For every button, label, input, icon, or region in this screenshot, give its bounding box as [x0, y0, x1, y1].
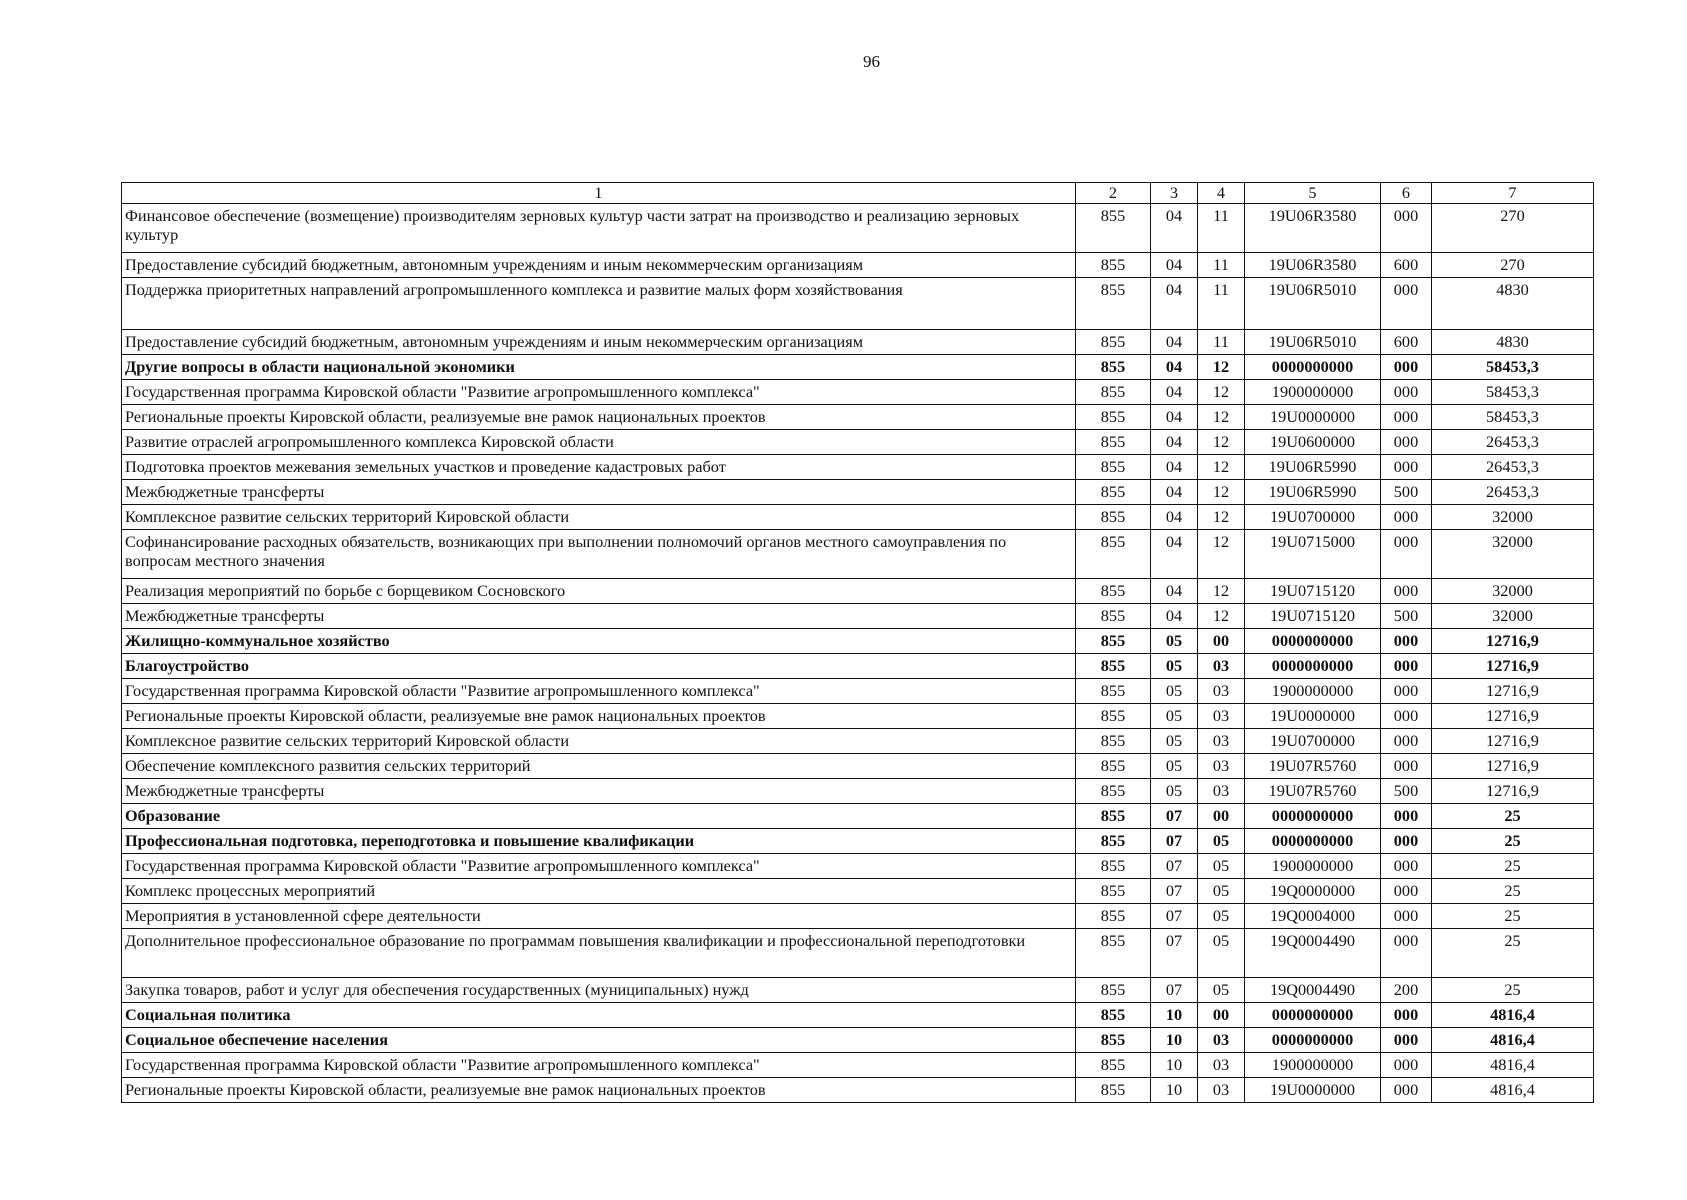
- table-row: [122, 354, 1594, 379]
- cell-expense-type: 000: [1381, 1027, 1432, 1052]
- cell-expense-type: 000: [1381, 1052, 1432, 1077]
- cell-subsection: 05: [1198, 928, 1245, 977]
- cell-section: 07: [1151, 928, 1198, 977]
- cell-section: 07: [1151, 828, 1198, 853]
- cell-subsection: 00: [1198, 803, 1245, 828]
- page-number: 96: [863, 52, 880, 71]
- cell-name: Предоставление субсидий бюджетным, автономным учреждениям и иным некоммерческим организациям: [122, 329, 1076, 354]
- cell-name: Закупка товаров, работ и услуг для обеспечения государственных (муниципальных) нужд: [122, 977, 1076, 1002]
- table-row: [122, 479, 1594, 504]
- cell-target-code: 19Q0000000: [1245, 878, 1381, 903]
- cell-section: 05: [1151, 628, 1198, 653]
- cell-target-code: 19U0715120: [1245, 578, 1381, 603]
- cell-subsection: 12: [1198, 529, 1245, 578]
- table-row: [122, 252, 1594, 277]
- cell-grbs: 855: [1076, 454, 1151, 479]
- cell-grbs: 855: [1076, 1027, 1151, 1052]
- cell-grbs: 855: [1076, 379, 1151, 404]
- cell-target-code: 19U06R5010: [1245, 277, 1381, 329]
- cell-section: 04: [1151, 578, 1198, 603]
- cell-section: 07: [1151, 803, 1198, 828]
- table-row: [122, 803, 1594, 828]
- column-header: 7: [1432, 183, 1594, 204]
- cell-target-code: 19U0000000: [1245, 404, 1381, 429]
- cell-target-code: 19U07R5760: [1245, 753, 1381, 778]
- cell-grbs: 855: [1076, 603, 1151, 628]
- cell-amount: 270: [1432, 252, 1594, 277]
- cell-section: 05: [1151, 678, 1198, 703]
- cell-subsection: 03: [1198, 778, 1245, 803]
- cell-name: Государственная программа Кировской области "Развитие агропромышленного комплекса": [122, 678, 1076, 703]
- cell-name: Государственная программа Кировской области "Развитие агропромышленного комплекса": [122, 853, 1076, 878]
- cell-amount: 25: [1432, 977, 1594, 1002]
- table-row: [122, 903, 1594, 928]
- cell-subsection: 12: [1198, 429, 1245, 454]
- cell-subsection: 00: [1198, 1002, 1245, 1027]
- cell-expense-type: 000: [1381, 853, 1432, 878]
- cell-subsection: 05: [1198, 977, 1245, 1002]
- cell-expense-type: 000: [1381, 703, 1432, 728]
- cell-subsection: 12: [1198, 504, 1245, 529]
- table-body: [122, 203, 1594, 1102]
- cell-section: 04: [1151, 277, 1198, 329]
- cell-section: 04: [1151, 454, 1198, 479]
- cell-grbs: 855: [1076, 504, 1151, 529]
- cell-target-code: 19U07R5760: [1245, 778, 1381, 803]
- cell-subsection: 12: [1198, 603, 1245, 628]
- cell-name: Государственная программа Кировской области "Развитие агропромышленного комплекса": [122, 379, 1076, 404]
- cell-grbs: 855: [1076, 429, 1151, 454]
- table-row: [122, 1027, 1594, 1052]
- cell-subsection: 05: [1198, 878, 1245, 903]
- cell-section: 04: [1151, 504, 1198, 529]
- table-row: [122, 977, 1594, 1002]
- cell-target-code: 0000000000: [1245, 803, 1381, 828]
- table-row: [122, 277, 1594, 329]
- table-row: [122, 454, 1594, 479]
- cell-grbs: 855: [1076, 977, 1151, 1002]
- cell-grbs: 855: [1076, 678, 1151, 703]
- header-row: [122, 183, 1594, 204]
- cell-section: 07: [1151, 977, 1198, 1002]
- cell-target-code: 0000000000: [1245, 828, 1381, 853]
- table-row: [122, 778, 1594, 803]
- cell-section: 10: [1151, 1027, 1198, 1052]
- table-row: [122, 429, 1594, 454]
- cell-target-code: 19U0715000: [1245, 529, 1381, 578]
- table-row: [122, 828, 1594, 853]
- cell-target-code: 19U06R5990: [1245, 479, 1381, 504]
- cell-subsection: 03: [1198, 653, 1245, 678]
- column-header: 1: [122, 183, 1076, 204]
- cell-grbs: 855: [1076, 252, 1151, 277]
- cell-name: Социальная политика: [122, 1002, 1076, 1027]
- cell-expense-type: 000: [1381, 1077, 1432, 1102]
- cell-target-code: 19U0715120: [1245, 603, 1381, 628]
- cell-expense-type: 600: [1381, 329, 1432, 354]
- cell-amount: 26453,3: [1432, 479, 1594, 504]
- cell-grbs: 855: [1076, 878, 1151, 903]
- cell-name: Образование: [122, 803, 1076, 828]
- table-row: [122, 404, 1594, 429]
- cell-name: Профессиональная подготовка, переподготовка и повышение квалификации: [122, 828, 1076, 853]
- cell-subsection: 11: [1198, 203, 1245, 252]
- cell-section: 10: [1151, 1077, 1198, 1102]
- cell-subsection: 03: [1198, 1052, 1245, 1077]
- cell-subsection: 03: [1198, 1077, 1245, 1102]
- cell-name: Региональные проекты Кировской области, реализуемые вне рамок национальных проектов: [122, 1077, 1076, 1102]
- column-header: 4: [1198, 183, 1245, 204]
- cell-amount: 58453,3: [1432, 379, 1594, 404]
- column-header: 6: [1381, 183, 1432, 204]
- table-row: [122, 628, 1594, 653]
- cell-section: 04: [1151, 529, 1198, 578]
- cell-grbs: 855: [1076, 853, 1151, 878]
- cell-expense-type: 000: [1381, 878, 1432, 903]
- cell-expense-type: 000: [1381, 803, 1432, 828]
- cell-amount: 12716,9: [1432, 653, 1594, 678]
- table-row: [122, 753, 1594, 778]
- cell-name: Другие вопросы в области национальной экономики: [122, 354, 1076, 379]
- cell-name: Предоставление субсидий бюджетным, автономным учреждениям и иным некоммерческим организациям: [122, 252, 1076, 277]
- cell-name: Комплексное развитие сельских территорий Кировской области: [122, 504, 1076, 529]
- cell-expense-type: 000: [1381, 529, 1432, 578]
- cell-subsection: 03: [1198, 1027, 1245, 1052]
- cell-target-code: 19Q0004490: [1245, 977, 1381, 1002]
- cell-grbs: 855: [1076, 828, 1151, 853]
- cell-section: 04: [1151, 429, 1198, 454]
- cell-subsection: 11: [1198, 252, 1245, 277]
- cell-target-code: 19U0600000: [1245, 429, 1381, 454]
- cell-grbs: 855: [1076, 1002, 1151, 1027]
- cell-name: Государственная программа Кировской области "Развитие агропромышленного комплекса": [122, 1052, 1076, 1077]
- cell-section: 07: [1151, 853, 1198, 878]
- cell-amount: 32000: [1432, 578, 1594, 603]
- cell-subsection: 03: [1198, 728, 1245, 753]
- cell-grbs: 855: [1076, 903, 1151, 928]
- cell-subsection: 12: [1198, 479, 1245, 504]
- cell-subsection: 03: [1198, 753, 1245, 778]
- cell-amount: 58453,3: [1432, 354, 1594, 379]
- cell-section: 04: [1151, 379, 1198, 404]
- cell-expense-type: 000: [1381, 653, 1432, 678]
- table-row: [122, 529, 1594, 578]
- table-row: [122, 853, 1594, 878]
- cell-name: Реализация мероприятий по борьбе с борщевиком Сосновского: [122, 578, 1076, 603]
- cell-section: 04: [1151, 479, 1198, 504]
- cell-target-code: 19Q0004000: [1245, 903, 1381, 928]
- cell-target-code: 19U0700000: [1245, 728, 1381, 753]
- cell-name: Мероприятия в установленной сфере деятельности: [122, 903, 1076, 928]
- cell-expense-type: 000: [1381, 928, 1432, 977]
- cell-section: 05: [1151, 778, 1198, 803]
- cell-target-code: 1900000000: [1245, 853, 1381, 878]
- cell-name: Межбюджетные трансферты: [122, 778, 1076, 803]
- cell-target-code: 19U06R5990: [1245, 454, 1381, 479]
- cell-expense-type: 000: [1381, 429, 1432, 454]
- table-row: [122, 878, 1594, 903]
- cell-name: Региональные проекты Кировской области, реализуемые вне рамок национальных проектов: [122, 703, 1076, 728]
- cell-target-code: 19U06R3580: [1245, 252, 1381, 277]
- cell-name: Дополнительное профессиональное образование по программам повышения квалификации и профессиональной переподготовки: [122, 928, 1076, 977]
- cell-amount: 4816,4: [1432, 1027, 1594, 1052]
- cell-amount: 12716,9: [1432, 678, 1594, 703]
- cell-section: 10: [1151, 1002, 1198, 1027]
- cell-amount: 25: [1432, 878, 1594, 903]
- budget-table: [121, 182, 1594, 1103]
- cell-grbs: 855: [1076, 803, 1151, 828]
- cell-grbs: 855: [1076, 653, 1151, 678]
- cell-target-code: 19U06R3580: [1245, 203, 1381, 252]
- cell-subsection: 12: [1198, 354, 1245, 379]
- cell-name: Финансовое обеспечение (возмещение) производителям зерновых культур части затрат на производство и реализацию зерновых культур: [122, 203, 1076, 252]
- cell-section: 10: [1151, 1052, 1198, 1077]
- cell-subsection: 12: [1198, 454, 1245, 479]
- cell-amount: 58453,3: [1432, 404, 1594, 429]
- table-row: [122, 653, 1594, 678]
- cell-amount: 32000: [1432, 603, 1594, 628]
- table-row: [122, 329, 1594, 354]
- cell-subsection: 03: [1198, 678, 1245, 703]
- cell-name: Социальное обеспечение населения: [122, 1027, 1076, 1052]
- cell-name: Софинансирование расходных обязательств, возникающих при выполнении полномочий органов местного самоуправления по вопросам местного значения: [122, 529, 1076, 578]
- cell-subsection: 12: [1198, 379, 1245, 404]
- cell-target-code: 0000000000: [1245, 1027, 1381, 1052]
- cell-section: 04: [1151, 252, 1198, 277]
- table-row: [122, 678, 1594, 703]
- cell-expense-type: 200: [1381, 977, 1432, 1002]
- cell-amount: 25: [1432, 853, 1594, 878]
- cell-grbs: 855: [1076, 479, 1151, 504]
- cell-section: 04: [1151, 329, 1198, 354]
- cell-amount: 4830: [1432, 277, 1594, 329]
- cell-subsection: 03: [1198, 703, 1245, 728]
- cell-subsection: 11: [1198, 329, 1245, 354]
- cell-expense-type: 000: [1381, 753, 1432, 778]
- cell-grbs: 855: [1076, 728, 1151, 753]
- cell-amount: 32000: [1432, 529, 1594, 578]
- cell-amount: 12716,9: [1432, 703, 1594, 728]
- cell-name: Межбюджетные трансферты: [122, 603, 1076, 628]
- cell-target-code: 1900000000: [1245, 678, 1381, 703]
- cell-name: Региональные проекты Кировской области, реализуемые вне рамок национальных проектов: [122, 404, 1076, 429]
- cell-name: Обеспечение комплексного развития сельских территорий: [122, 753, 1076, 778]
- cell-expense-type: 500: [1381, 778, 1432, 803]
- table-row: [122, 379, 1594, 404]
- cell-expense-type: 000: [1381, 728, 1432, 753]
- cell-name: Поддержка приоритетных направлений агропромышленного комплекса и развитие малых форм хозяйствования: [122, 277, 1076, 329]
- cell-amount: 25: [1432, 903, 1594, 928]
- cell-name: Комплекс процессных мероприятий: [122, 878, 1076, 903]
- cell-grbs: 855: [1076, 404, 1151, 429]
- cell-amount: 4816,4: [1432, 1052, 1594, 1077]
- column-header: 3: [1151, 183, 1198, 204]
- cell-amount: 12716,9: [1432, 753, 1594, 778]
- table-row: [122, 703, 1594, 728]
- cell-name: Развитие отраслей агропромышленного комплекса Кировской области: [122, 429, 1076, 454]
- cell-expense-type: 600: [1381, 252, 1432, 277]
- cell-amount: 25: [1432, 803, 1594, 828]
- cell-grbs: 855: [1076, 928, 1151, 977]
- cell-section: 05: [1151, 753, 1198, 778]
- cell-section: 05: [1151, 703, 1198, 728]
- table-row: [122, 203, 1594, 252]
- table-row: [122, 1052, 1594, 1077]
- cell-grbs: 855: [1076, 354, 1151, 379]
- cell-amount: 12716,9: [1432, 778, 1594, 803]
- cell-expense-type: 000: [1381, 203, 1432, 252]
- cell-target-code: 19U0000000: [1245, 703, 1381, 728]
- cell-target-code: 19U0700000: [1245, 504, 1381, 529]
- cell-expense-type: 000: [1381, 678, 1432, 703]
- cell-grbs: 855: [1076, 203, 1151, 252]
- cell-target-code: 0000000000: [1245, 628, 1381, 653]
- table-row: [122, 728, 1594, 753]
- cell-section: 04: [1151, 603, 1198, 628]
- cell-name: Подготовка проектов межевания земельных участков и проведение кадастровых работ: [122, 454, 1076, 479]
- cell-section: 07: [1151, 903, 1198, 928]
- cell-subsection: 05: [1198, 828, 1245, 853]
- cell-expense-type: 000: [1381, 404, 1432, 429]
- cell-subsection: 05: [1198, 853, 1245, 878]
- cell-grbs: 855: [1076, 277, 1151, 329]
- cell-subsection: 11: [1198, 277, 1245, 329]
- cell-subsection: 12: [1198, 404, 1245, 429]
- cell-section: 04: [1151, 354, 1198, 379]
- cell-name: Межбюджетные трансферты: [122, 479, 1076, 504]
- cell-grbs: 855: [1076, 753, 1151, 778]
- cell-amount: 26453,3: [1432, 454, 1594, 479]
- table-row: [122, 1077, 1594, 1102]
- cell-grbs: 855: [1076, 578, 1151, 603]
- cell-section: 05: [1151, 728, 1198, 753]
- cell-target-code: 0000000000: [1245, 653, 1381, 678]
- table-row: [122, 603, 1594, 628]
- column-header: 5: [1245, 183, 1381, 204]
- cell-subsection: 12: [1198, 578, 1245, 603]
- cell-amount: 4830: [1432, 329, 1594, 354]
- table-row: [122, 928, 1594, 977]
- cell-target-code: 1900000000: [1245, 1052, 1381, 1077]
- cell-grbs: 855: [1076, 1052, 1151, 1077]
- cell-expense-type: 000: [1381, 379, 1432, 404]
- cell-section: 04: [1151, 404, 1198, 429]
- cell-name: Комплексное развитие сельских территорий Кировской области: [122, 728, 1076, 753]
- cell-expense-type: 000: [1381, 354, 1432, 379]
- cell-name: Жилищно-коммунальное хозяйство: [122, 628, 1076, 653]
- column-header: 2: [1076, 183, 1151, 204]
- cell-expense-type: 500: [1381, 479, 1432, 504]
- cell-section: 05: [1151, 653, 1198, 678]
- cell-amount: 4816,4: [1432, 1002, 1594, 1027]
- cell-amount: 32000: [1432, 504, 1594, 529]
- cell-name: Благоустройство: [122, 653, 1076, 678]
- table-row: [122, 504, 1594, 529]
- cell-expense-type: 000: [1381, 277, 1432, 329]
- cell-amount: 12716,9: [1432, 728, 1594, 753]
- cell-amount: 12716,9: [1432, 628, 1594, 653]
- cell-amount: 4816,4: [1432, 1077, 1594, 1102]
- cell-target-code: 19Q0004490: [1245, 928, 1381, 977]
- cell-amount: 270: [1432, 203, 1594, 252]
- cell-grbs: 855: [1076, 778, 1151, 803]
- cell-expense-type: 000: [1381, 628, 1432, 653]
- cell-section: 04: [1151, 203, 1198, 252]
- cell-expense-type: 000: [1381, 504, 1432, 529]
- table-row: [122, 578, 1594, 603]
- cell-expense-type: 000: [1381, 578, 1432, 603]
- cell-target-code: 19U0000000: [1245, 1077, 1381, 1102]
- cell-grbs: 855: [1076, 529, 1151, 578]
- cell-expense-type: 000: [1381, 454, 1432, 479]
- cell-amount: 25: [1432, 828, 1594, 853]
- cell-target-code: 1900000000: [1245, 379, 1381, 404]
- cell-grbs: 855: [1076, 703, 1151, 728]
- cell-target-code: 0000000000: [1245, 1002, 1381, 1027]
- cell-subsection: 00: [1198, 628, 1245, 653]
- cell-grbs: 855: [1076, 628, 1151, 653]
- cell-subsection: 05: [1198, 903, 1245, 928]
- cell-target-code: 19U06R5010: [1245, 329, 1381, 354]
- cell-expense-type: 000: [1381, 828, 1432, 853]
- cell-grbs: 855: [1076, 329, 1151, 354]
- cell-amount: 25: [1432, 928, 1594, 977]
- cell-expense-type: 000: [1381, 903, 1432, 928]
- cell-section: 07: [1151, 878, 1198, 903]
- cell-amount: 26453,3: [1432, 429, 1594, 454]
- cell-grbs: 855: [1076, 1077, 1151, 1102]
- cell-target-code: 0000000000: [1245, 354, 1381, 379]
- table-row: [122, 1002, 1594, 1027]
- cell-expense-type: 000: [1381, 1002, 1432, 1027]
- cell-expense-type: 500: [1381, 603, 1432, 628]
